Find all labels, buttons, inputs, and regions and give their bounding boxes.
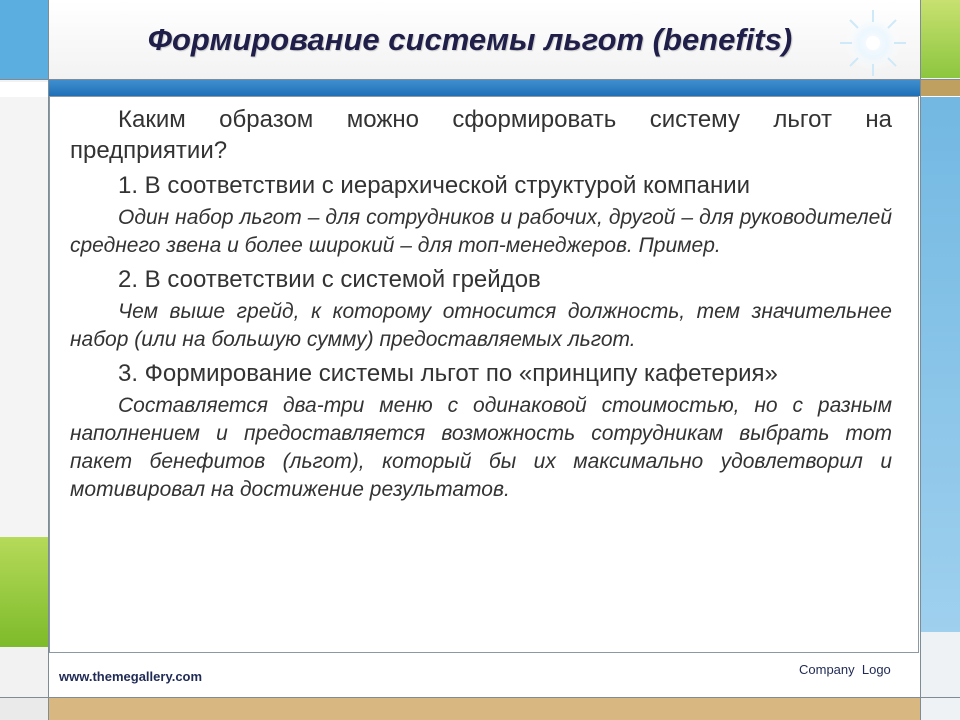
grid-line-h-top	[0, 79, 960, 80]
grid-line-v-right	[920, 0, 921, 720]
bg-blue-bar	[49, 80, 921, 96]
option-1-description: Один набор льгот – для сотрудников и рабочих, другой – для руководителей среднего звена и более широкий – для топ-менеджеров. Пример.	[70, 206, 892, 257]
option-2-description: Чем выше грейд, к которому относится должность, тем значительнее набор (или на большую сумму) предоставляемых льгот.	[70, 300, 892, 351]
option-2-heading: 2. В соответствии с системой грейдов	[118, 266, 541, 293]
bg-left-green	[0, 537, 49, 647]
slide-title: Формирование системы льгот (benefits)	[147, 22, 793, 57]
question-paragraph: Каким образом можно сформировать систему льгот на предприятии?	[70, 106, 892, 164]
grid-line-h-bottom	[0, 697, 960, 698]
bg-right-green-top	[921, 0, 960, 78]
option-1-heading: 1. В соответствии с иерархической структурой компании	[118, 172, 751, 199]
bg-left-top-blue	[0, 0, 49, 80]
bg-right-blue	[921, 97, 960, 632]
bg-right-brown	[921, 80, 960, 96]
bg-right-bottom	[921, 632, 960, 720]
slide-body	[70, 104, 892, 504]
option-3-description: Составляется два-три меню с одинаковой стоимостью, но с разным наполнением и предоставляется возможность сотрудникам выбрать тот пакет бенефитов (льгот), который бы их максимально удовлетворил и мотивировал на достижение результатов.	[70, 394, 892, 501]
option-3-heading: 3. Формирование системы льгот по «принципу кафетерия»	[118, 360, 778, 387]
bg-bottom-band	[49, 698, 921, 720]
company-logo-text: Company Logo	[799, 662, 891, 677]
bg-bottom-band-left	[0, 698, 49, 720]
bg-left-stripe	[0, 97, 49, 537]
footer-website-link[interactable]: www.themegallery.com	[59, 669, 203, 684]
